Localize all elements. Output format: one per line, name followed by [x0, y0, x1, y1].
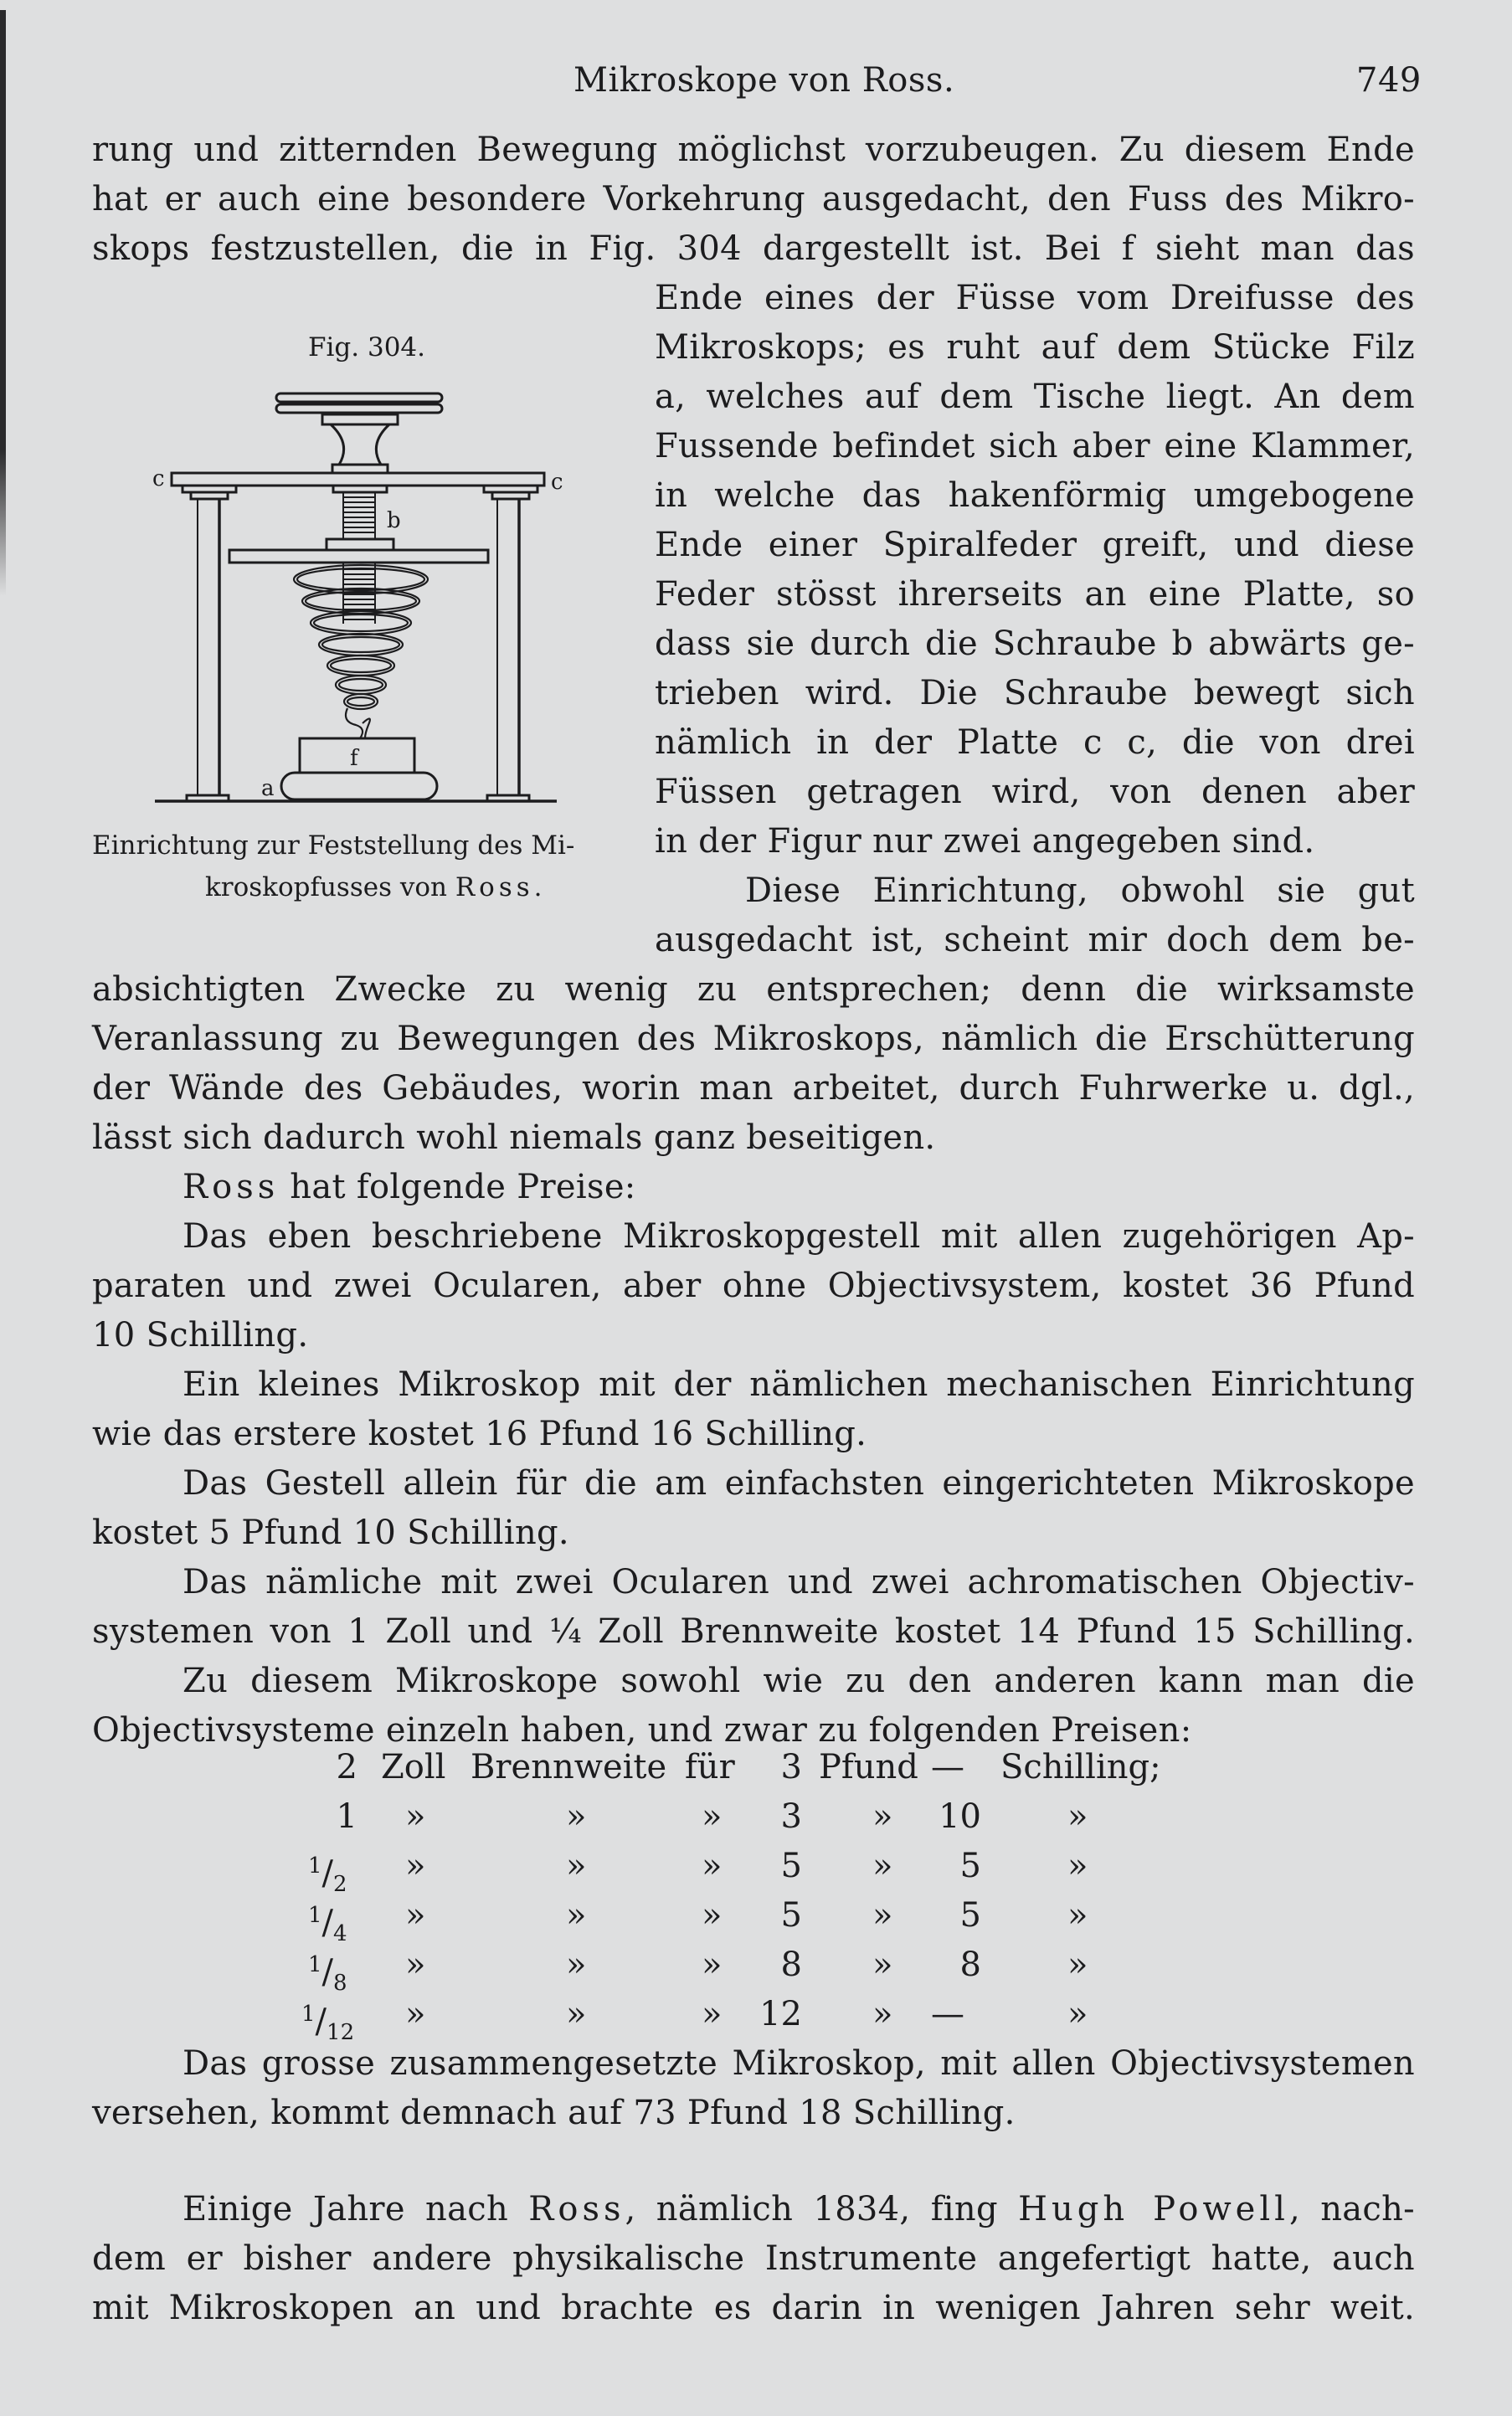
text-line: mit Mikroskopen an und brachte es darin in wenigen Jahren sehr weit. [92, 2289, 1415, 2327]
table-cell-schilling: 8 [959, 1946, 981, 1984]
text-line: dass sie durch die Schraube b abwärts ge- [655, 625, 1415, 663]
text-line: skops festzustellen, die in Fig. 304 dargestellt ist. Bei f sieht man das [92, 229, 1415, 268]
table-cell-schilling: 5 [959, 1847, 981, 1885]
table-cell-schilling: — [931, 1748, 964, 1786]
page-number: 749 [1356, 61, 1422, 100]
label-c-left: c [152, 466, 165, 491]
ditto-mark: » [566, 1896, 587, 1935]
text-line: in welche das hakenförmig umgebogene [655, 476, 1415, 515]
table-cell-size-fraction: $^1/_4$ [308, 1903, 347, 1946]
table-cell-pfund: 8 [780, 1946, 802, 1984]
ditto-mark: » [1067, 1847, 1088, 1885]
text-line: kostet 5 Pfund 10 Schilling. [92, 1514, 569, 1552]
table-cell-schilling: 5 [959, 1896, 981, 1935]
text-line: Diese Einrichtung, obwohl sie gut [745, 871, 1415, 910]
text-line: wie das erstere kostet 16 Pfund 16 Schilling. [92, 1415, 867, 1453]
ditto-mark: » [702, 1946, 723, 1984]
ditto-mark: » [566, 1995, 587, 2033]
ditto-mark: » [872, 1896, 893, 1935]
ditto-mark: » [566, 1946, 587, 1984]
text-line: hat er auch eine besondere Vorkehrung ausgedacht, den Fuss des Mikro- [92, 180, 1415, 218]
text-line: Ende einer Spiralfeder greift, und diese [655, 526, 1415, 564]
table-cell-size-fraction: $^1/_{12}$ [301, 2002, 355, 2045]
table-cell-size: 2 [336, 1748, 357, 1786]
text-line: dem er bisher andere physikalische Instrumente angefertigt hatte, auch [92, 2239, 1415, 2278]
ditto-mark: » [405, 1995, 426, 2033]
text-line: Ein kleines Mikroskop mit der nämlichen mechanischen Einrichtung [183, 1365, 1415, 1404]
figure-caption-line1: Einrichtung zur Feststellung des Mi- [92, 830, 575, 861]
ditto-mark: » [1067, 1995, 1088, 2033]
ditto-mark: » [405, 1896, 426, 1935]
ditto-mark: » [872, 1946, 893, 1984]
ditto-mark: » [872, 1995, 893, 2033]
table-cell-schilling-unit: Schilling; [1000, 1748, 1161, 1786]
figure-label: Fig. 304. [308, 332, 425, 362]
text-line: der Wände des Gebäudes, worin man arbeitet, durch Fuhrwerke u. dgl., [92, 1069, 1415, 1108]
table-cell-schilling: — [931, 1995, 964, 2033]
ditto-mark: » [872, 1797, 893, 1836]
ditto-mark: » [566, 1797, 587, 1836]
text-line: paraten und zwei Ocularen, aber ohne Objectivsystem, kostet 36 Pfund [92, 1267, 1415, 1305]
figure-304-microscope-foot-clamp [134, 377, 586, 812]
table-cell-for: für [685, 1748, 735, 1786]
text-line: Das nämliche mit zwei Ocularen und zwei achromatischen Objectiv- [183, 1563, 1415, 1601]
text-line: Das eben beschriebene Mikroskopgestell mit allen zugehörigen Ap- [183, 1217, 1415, 1256]
ditto-mark: » [1067, 1797, 1088, 1836]
text-line: 10 Schilling. [92, 1316, 309, 1355]
table-cell-pfund-unit: Pfund [819, 1748, 918, 1786]
label-a: a [261, 776, 275, 801]
label-f: f [350, 746, 358, 771]
text-line: Das grosse zusammengesetzte Mikroskop, mit allen Objectivsystemen [183, 2044, 1415, 2083]
label-c-right: c [551, 470, 563, 495]
ditto-mark: » [405, 1946, 426, 1984]
table-cell-schilling: 10 [939, 1797, 981, 1836]
ditto-mark: » [405, 1797, 426, 1836]
ditto-mark: » [1067, 1946, 1088, 1984]
table-cell-size: 1 [336, 1797, 357, 1836]
text-line: nämlich in der Platte c c, die von drei [655, 723, 1415, 762]
text-line: ausgedacht ist, scheint mir doch dem be- [655, 921, 1415, 959]
text-line: absichtigten Zwecke zu wenig zu entsprechen; denn die wirksamste [92, 970, 1415, 1009]
text-line: systemen von 1 Zoll und ¼ Zoll Brennweite kostet 14 Pfund 15 Schilling. [92, 1612, 1415, 1651]
text-line: Zu diesem Mikroskope sowohl wie zu den anderen kann man die [183, 1662, 1415, 1700]
running-title: Mikroskope von Ross. [573, 61, 955, 100]
table-cell-pfund: 5 [780, 1847, 802, 1885]
ditto-mark: » [405, 1847, 426, 1885]
text-line: Das Gestell allein für die am einfachsten eingerichteten Mikroskope [183, 1464, 1415, 1503]
text-line: Einige Jahre nach Ross, nämlich 1834, fing Hugh Powell, nach- [183, 2190, 1415, 2228]
text-line: rung und zitternden Bewegung möglichst vorzubeugen. Zu diesem Ende [92, 131, 1415, 169]
table-cell-pfund: 3 [780, 1748, 802, 1786]
table-cell-label: Brennweite [471, 1748, 667, 1786]
ditto-mark: » [702, 1797, 723, 1836]
ditto-mark: » [872, 1847, 893, 1885]
table-cell-size-fraction: $^1/_2$ [308, 1853, 347, 1897]
text-line: Füssen getragen wird, von denen aber [655, 773, 1415, 811]
text-line: trieben wird. Die Schraube bewegt sich [655, 674, 1415, 712]
text-line: in der Figur nur zwei angegeben sind. [655, 822, 1315, 861]
table-cell-pfund: 3 [780, 1797, 802, 1836]
table-cell-size-fraction: $^1/_8$ [308, 1952, 347, 1996]
text-line: versehen, kommt demnach auf 73 Pfund 18 Schilling. [92, 2094, 1016, 2132]
text-line: Fussende befindet sich aber eine Klammer, [655, 427, 1415, 465]
table-cell-pfund: 5 [780, 1896, 802, 1935]
ditto-mark: » [702, 1896, 723, 1935]
ditto-mark: » [702, 1847, 723, 1885]
table-cell-unit: Zoll [381, 1748, 446, 1786]
table-cell-pfund: 12 [759, 1995, 802, 2033]
label-b: b [387, 508, 401, 533]
text-line: Objectivsysteme einzeln haben, und zwar zu folgenden Preisen: [92, 1711, 1192, 1750]
text-line: Veranlassung zu Bewegungen des Mikroskops, nämlich die Erschütterung [92, 1020, 1415, 1058]
ditto-mark: » [702, 1995, 723, 2033]
ditto-mark: » [566, 1847, 587, 1885]
text-line: Mikroskops; es ruht auf dem Stücke Filz [655, 328, 1415, 367]
prices-intro: Ross hat folgende Preise: [183, 1168, 636, 1206]
text-line: Feder stösst ihrerseits an eine Platte, so [655, 575, 1415, 614]
figure-caption-line2: kroskopfusses von Ross. [205, 872, 547, 902]
text-line: lässt sich dadurch wohl niemals ganz beseitigen. [92, 1118, 936, 1157]
text-line: a, welches auf dem Tische liegt. An dem [655, 378, 1415, 416]
text-line: Ende eines der Füsse vom Dreifusse des [655, 279, 1415, 317]
ditto-mark: » [1067, 1896, 1088, 1935]
page-binding-edge [0, 10, 6, 596]
